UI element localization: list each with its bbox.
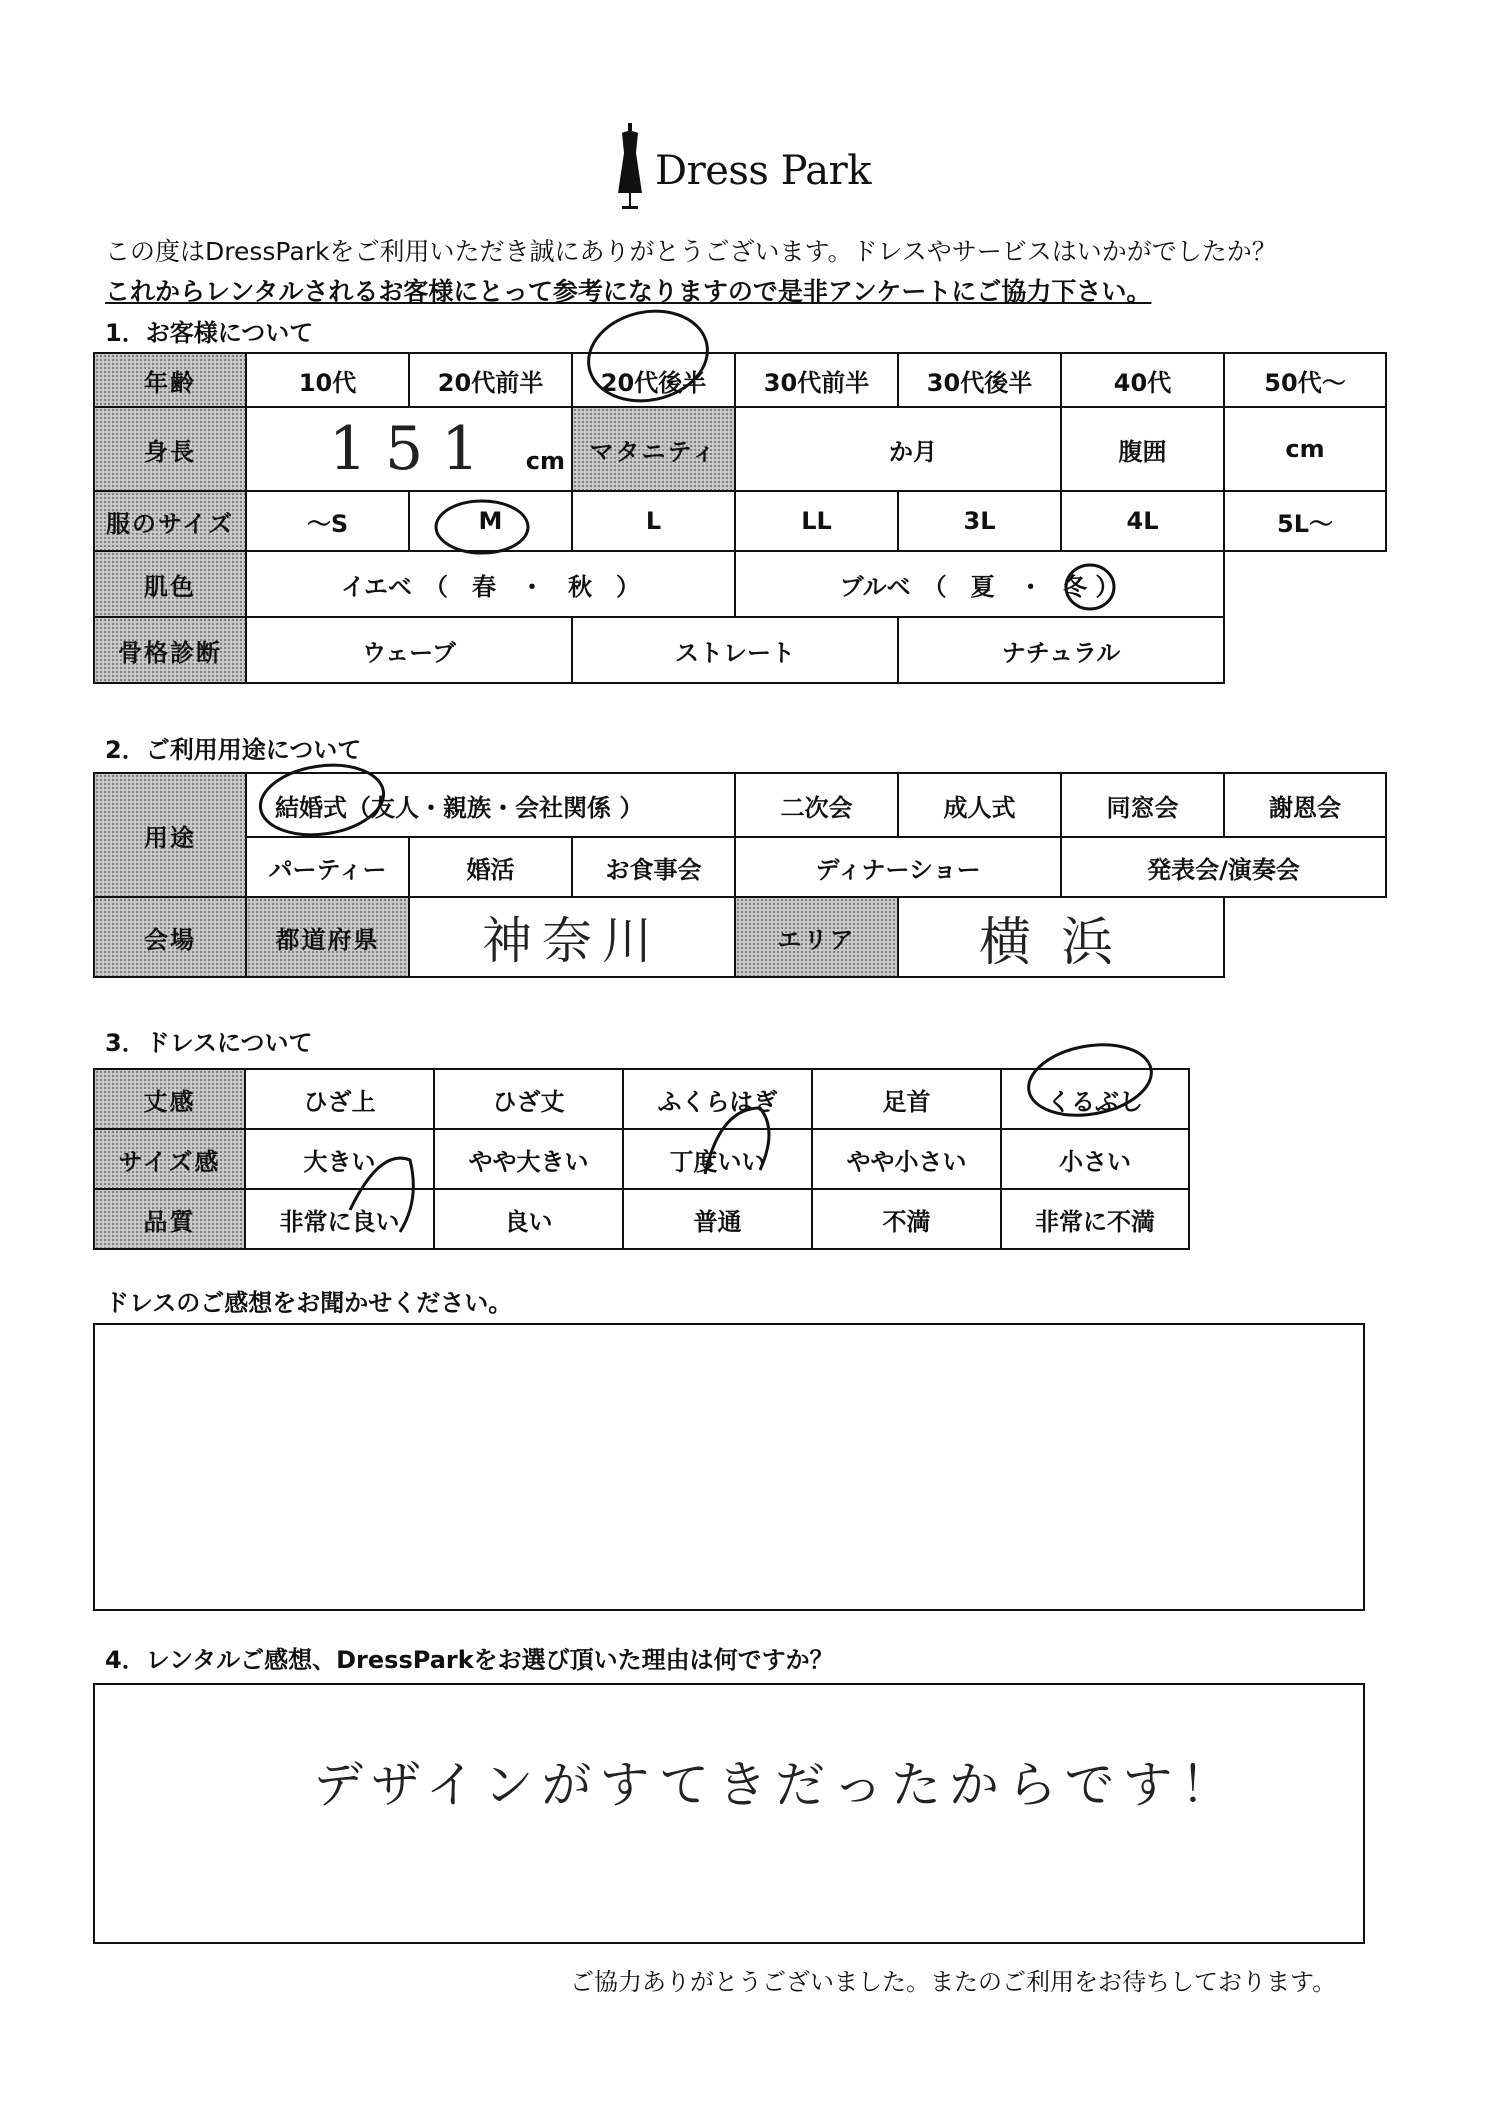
dress-form-icon [610,123,650,213]
section-1-title: 1．お客様について [105,319,314,347]
size-option[interactable]: L [572,491,735,551]
area-field[interactable] [898,897,1224,977]
length-option[interactable]: ひざ上 [245,1069,434,1129]
skin-blue-option[interactable] [735,551,1224,617]
usage-option[interactable]: 成人式 [898,773,1061,837]
size-option[interactable]: 3L [898,491,1061,551]
height-value: 151 [328,414,498,484]
area-value: 横浜 [979,912,1144,973]
length-label: 丈感 [94,1069,245,1129]
usage-label: 用途 [94,773,246,897]
dress-comment-prompt: ドレスのご感想をお聞かせください。 [105,1289,513,1317]
usage-wedding-option[interactable]: 結婚式（友人・親族・会社関係 ） [246,773,735,837]
skin-blue-winter: 冬 [1063,572,1088,601]
fit-option[interactable]: 大きい [245,1129,434,1189]
blank-cell [1224,551,1386,617]
size-option[interactable]: ～S [246,491,409,551]
frame-label: 骨格診断 [94,617,246,683]
height-unit: cm [525,447,565,475]
section-4-title: 4．レンタルご感想、DressParkをお選び頂いた理由は何ですか？ [105,1646,834,1674]
waist-label: 腹囲 [1061,407,1224,491]
fit-option-selected[interactable]: 丁度いい [623,1129,812,1189]
usage-table [93,772,1387,978]
skin-yellow-option[interactable]: イエベ （ 春 ・ 秋 ） [246,551,735,617]
age-option[interactable]: 10代 [246,353,409,407]
months-unit: か月 [889,437,937,466]
skin-row [94,551,1386,617]
usage-option[interactable]: 二次会 [735,773,898,837]
length-row [94,1069,1189,1129]
quality-option-selected[interactable]: 非常に良い [245,1189,434,1249]
quality-option[interactable]: 良い [434,1189,623,1249]
dress-comment-box[interactable] [93,1323,1365,1611]
prefecture-value: 神奈川 [482,912,662,970]
prefecture-field[interactable] [409,897,735,977]
length-option[interactable]: ふくらはぎ [623,1069,812,1129]
size-option[interactable]: 4L [1061,491,1224,551]
fit-label: サイズ感 [94,1129,245,1189]
survey-request: これからレンタルされるお客様にとって参考になりますので是非アンケートにご協力下さい。 [105,277,1152,306]
height-label: 身長 [94,407,246,491]
quality-option[interactable]: 非常に不満 [1001,1189,1189,1249]
waist-unit: cm [1285,435,1325,463]
usage-option[interactable]: 同窓会 [1061,773,1224,837]
quality-row [94,1189,1189,1249]
age-option[interactable]: 20代前半 [409,353,572,407]
intro-text: この度はDressParkをご利用いただき誠にありがとうございます。ドレスやサービスはいかがでしたか？ [105,237,1277,266]
usage-row-1 [94,773,1386,837]
usage-option[interactable]: パーティー [246,837,409,897]
age-row [94,353,1386,407]
fit-option[interactable]: やや大きい [434,1129,623,1189]
area-label: エリア [735,897,898,977]
quality-option[interactable]: 不満 [812,1189,1001,1249]
maternity-label: マタニティ [572,407,735,491]
size-row [94,491,1386,551]
quality-label: 品質 [94,1189,245,1249]
usage-option[interactable]: 謝恩会 [1224,773,1386,837]
maternity-months-field[interactable] [735,407,1061,491]
fit-row [94,1129,1189,1189]
venue-label: 会場 [94,897,246,977]
height-row [94,407,1386,491]
length-option[interactable]: ひざ丈 [434,1069,623,1129]
skin-blue-text: ブルベ （ 夏 ・ [839,572,1043,601]
age-option[interactable]: 30代後半 [898,353,1061,407]
size-option[interactable]: 5L～ [1224,491,1386,551]
rental-comment-text: デザインがすてきだったからです！ [313,1756,1239,1814]
waist-field[interactable] [1224,407,1386,491]
skin-label: 肌色 [94,551,246,617]
rental-comment-box[interactable] [93,1683,1365,1944]
fit-option[interactable]: 小さい [1001,1129,1189,1189]
brand-name: Dress Park [655,148,871,194]
brand-logo [610,118,871,218]
frame-option[interactable]: ストレート [572,617,898,683]
size-option-selected[interactable]: M [409,491,572,551]
usage-option[interactable]: 婚活 [409,837,572,897]
size-option[interactable]: LL [735,491,898,551]
frame-row [94,617,1386,683]
blank-cell [1224,897,1386,977]
age-option[interactable]: 40代 [1061,353,1224,407]
dress-table [93,1068,1190,1250]
fit-option[interactable]: やや小さい [812,1129,1001,1189]
usage-option[interactable]: 発表会/演奏会 [1061,837,1386,897]
size-label: 服のサイズ [94,491,246,551]
usage-row-2 [94,837,1386,897]
skin-blue-close: ） [1095,572,1120,601]
length-option-selected[interactable]: くるぶし [1001,1069,1189,1129]
prefecture-label: 都道府県 [246,897,409,977]
height-field[interactable] [246,407,572,491]
customer-table [93,352,1387,684]
frame-option[interactable]: ナチュラル [898,617,1224,683]
section-3-title: 3．ドレスについて [105,1029,313,1057]
frame-option[interactable]: ウェーブ [246,617,572,683]
blank-cell [1224,617,1386,683]
usage-option[interactable]: お食事会 [572,837,735,897]
usage-option[interactable]: ディナーショー [735,837,1061,897]
thanks-message: ご協力ありがとうございました。またのご利用をお待ちしております。 [570,1968,1337,1996]
quality-option[interactable]: 普通 [623,1189,812,1249]
age-option[interactable]: 50代～ [1224,353,1386,407]
length-option[interactable]: 足首 [812,1069,1001,1129]
venue-row [94,897,1386,977]
age-option[interactable]: 30代前半 [735,353,898,407]
age-label: 年齢 [94,353,246,407]
section-2-title: 2．ご利用用途について [105,736,362,764]
age-option-selected[interactable]: 20代後半 [572,353,735,407]
